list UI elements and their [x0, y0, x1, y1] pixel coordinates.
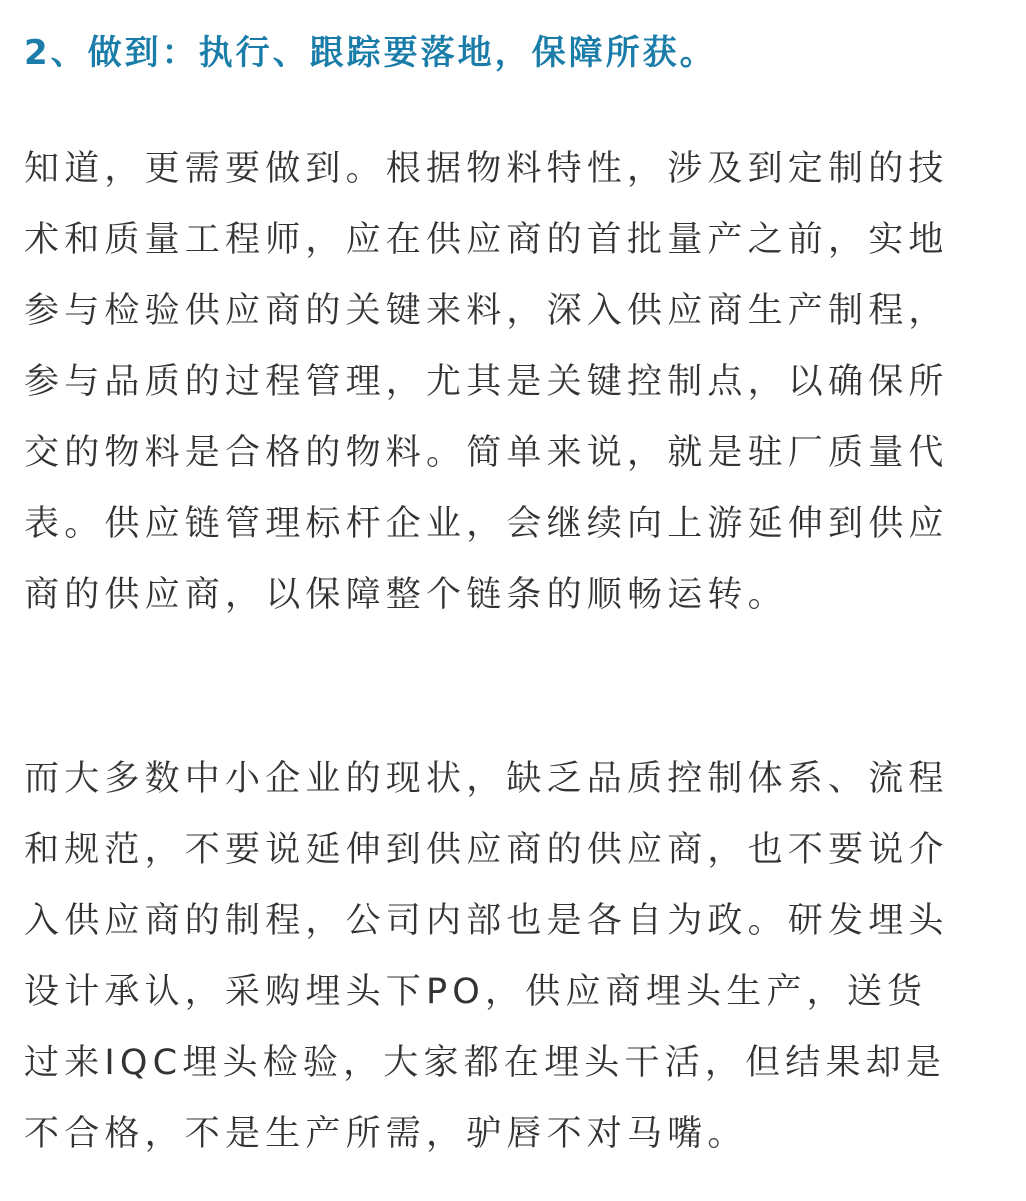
section-heading: 2、做到：执行、跟踪要落地，保障所获。 — [24, 33, 717, 73]
paragraph-2: 而大多数中小企业的现状，缺乏品质控制体系、流程和规范，不要说延伸到供应商的供应商，也不要说介入供应商的制程，公司内部也是各自为政。研发埋头设计承认，采购埋头下PO，供应商埋头生产，送货过来IQC埋头检验，大家都在埋头干活，但结果却是不合格，不是生产所需，驴唇不对马嘴。 — [24, 759, 949, 1154]
paragraph-1: 知道，更需要做到。根据物料特性，涉及到定制的技术和质量工程师，应在供应商的首批量产之前，实地参与检验供应商的关键来料，深入供应商生产制程，参与品质的过程管理，尤其是关键控制点，以确保所交的物料是合格的物料。简单来说，就是驻厂质量代表。供应链管理标杆企业，会继续向上游延伸到供应商的供应商，以保障整个链条的顺畅运转。 — [24, 149, 949, 615]
